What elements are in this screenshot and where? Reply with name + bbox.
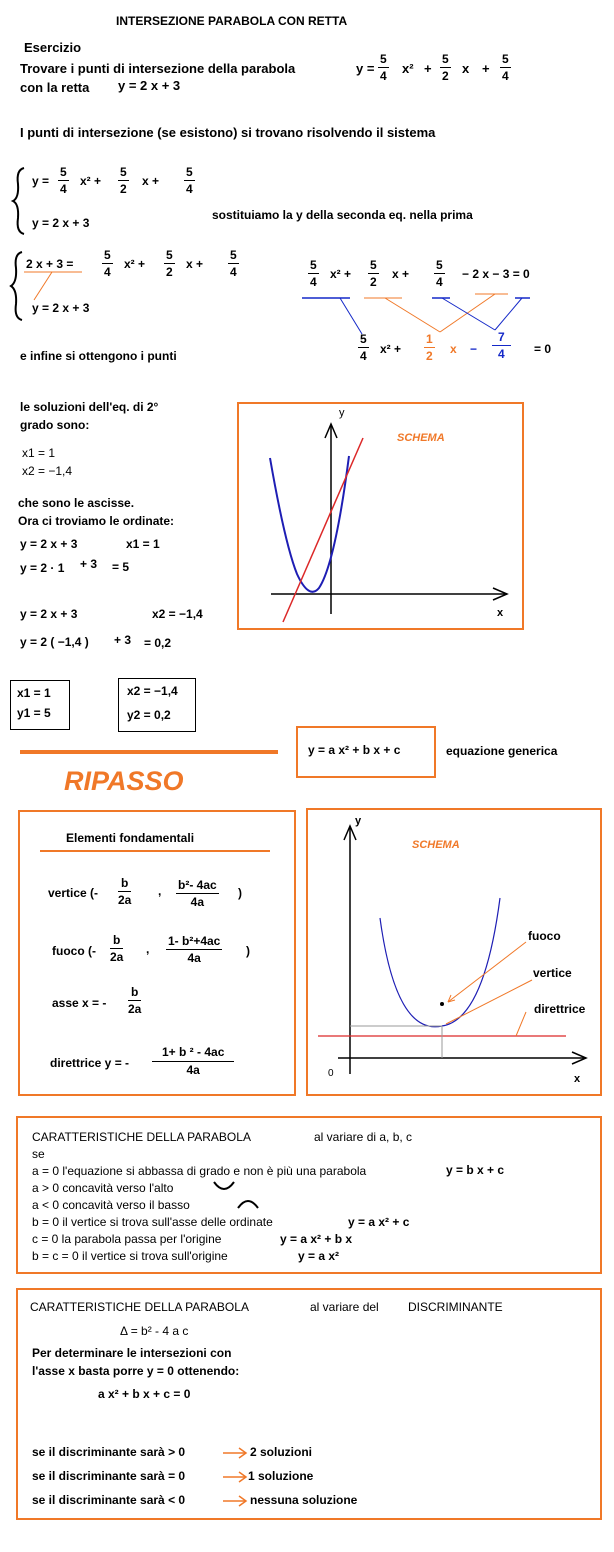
x-axis-label: x xyxy=(574,1073,581,1085)
elements-heading: Elementi fondamentali xyxy=(66,831,195,845)
ordinate-calc-2: y = 2 ( −1,4 ) xyxy=(20,635,89,649)
elements-underline xyxy=(40,850,270,852)
y-axis-label: y xyxy=(355,815,362,827)
characteristics-abc-title-2: al variare di a, b, c xyxy=(314,1130,413,1144)
fraction: $\frac{5}{2}$ xyxy=(370,258,377,289)
ripasso-title: RIPASSO xyxy=(64,766,184,796)
characteristic-line: b = c = 0 il vertice si trova sull'origine xyxy=(32,1249,228,1263)
vertice-label: vertice xyxy=(533,966,572,980)
characteristic-line: a > 0 concavità verso l'alto xyxy=(32,1181,174,1195)
fraction: $\frac{5}{4}$ xyxy=(360,332,367,363)
ordinate-plus-2: + 3 xyxy=(114,633,132,647)
arrow-right-icon xyxy=(222,1447,248,1459)
fraction: $\frac{\text{1+ b ² - 4ac}}{4a}$ xyxy=(152,1045,234,1077)
fraction: $\frac{5}{2}$ xyxy=(442,52,449,83)
arrow-right-icon xyxy=(222,1495,248,1507)
discriminant-result: 2 soluzioni xyxy=(250,1445,313,1459)
fraction: $\frac{5}{4}$ xyxy=(436,258,443,289)
fraction: $\frac{b}{2a}$ xyxy=(110,933,124,964)
ordinates-text: Ora ci troviamo le ordinate: xyxy=(18,514,175,528)
discriminant-formula: Δ = b² - 4 a c xyxy=(120,1324,189,1338)
fraction: $\frac{5}{4}$ xyxy=(60,165,67,196)
origin-label: 0 xyxy=(328,1068,334,1079)
fraction: $\frac{5}{2}$ xyxy=(166,248,173,279)
ordinate-x-1: x1 = 1 xyxy=(126,537,160,551)
arrow-right-icon xyxy=(222,1471,248,1483)
characteristics-abc-title: CARATTERISTICHE DELLA PARABOLA xyxy=(32,1130,251,1144)
exercise-text-2: con la retta xyxy=(20,80,90,95)
discriminant-case: se il discriminante sarà < 0 xyxy=(32,1493,186,1507)
characteristics-delta-box xyxy=(16,1288,602,1520)
fuoco-label: fuoco xyxy=(528,929,561,943)
fraction: $\frac{\text{b²- 4ac}}{4a}$ xyxy=(178,878,217,909)
concave-up-icon xyxy=(212,1180,236,1194)
discriminant-case: se il discriminante sarà = 0 xyxy=(32,1469,186,1483)
substitution-arrow xyxy=(22,268,112,304)
fraction: $\frac{5}{4}$ xyxy=(380,52,387,83)
quadratic-equation: a x² + b x + c = 0 xyxy=(98,1387,191,1401)
fraction: $\frac{5}{4}$ xyxy=(104,248,111,279)
exercise-heading: Esercizio xyxy=(24,40,82,55)
ordinate-x-2: x2 = −1,4 xyxy=(152,607,203,621)
result-box-2: x2 = −1,4 y2 = 0,2 xyxy=(118,678,196,732)
exercise-text: Trovare i punti di intersezione della parabola xyxy=(20,61,296,76)
parabola-elements-graph xyxy=(308,810,600,1094)
fraction: $\frac{7}{4}$ xyxy=(492,330,511,361)
line-equation: y = 2 x + 3 xyxy=(118,78,181,93)
discriminant-case: se il discriminante sarà > 0 xyxy=(32,1445,186,1459)
ordinate-eq-2: y = 2 x + 3 xyxy=(20,607,78,621)
fraction: $\frac{5}{4}$ xyxy=(502,52,509,83)
abscissae-text: che sono le ascisse. xyxy=(18,496,135,510)
generic-equation-box: y = a x² + b x + c xyxy=(296,726,436,778)
ordinate-eq-1: y = 2 x + 3 xyxy=(20,537,78,551)
fraction: $\frac{b}{2a}$ xyxy=(128,985,142,1016)
generic-label: equazione generica xyxy=(446,744,558,758)
characteristic-line: a = 0 l'equazione si abbassa di grado e non è più una parabola xyxy=(32,1164,367,1178)
ordinate-result-1: = 5 xyxy=(112,560,130,574)
solution-x2: x2 = −1,4 xyxy=(22,464,73,478)
ordinate-result-2: = 0,2 xyxy=(144,636,172,650)
intersection-graph xyxy=(239,404,522,628)
y-axis-label: y xyxy=(339,407,345,419)
fraction: $\frac{5}{2}$ xyxy=(120,165,127,196)
ordinate-plus-1: + 3 xyxy=(80,557,98,571)
fraction: $\frac{\text{1- b²+4ac}}{4a}$ xyxy=(168,934,221,965)
fraction: $\frac{b}{2a}$ xyxy=(118,876,132,907)
fraction: $\frac{5}{4}$ xyxy=(186,165,193,196)
final-points-text: e infine si ottengono i punti xyxy=(20,349,177,363)
page-title: INTERSEZIONE PARABOLA CON RETTA xyxy=(116,14,348,28)
system-brace xyxy=(10,166,30,236)
divider xyxy=(20,750,278,754)
characteristics-delta-title: CARATTERISTICHE DELLA PARABOLA xyxy=(30,1300,249,1314)
result-box-1: x1 = 1 y1 = 5 xyxy=(10,680,70,730)
fraction: $\frac{5}{4}$ xyxy=(230,248,237,279)
ordinate-calc-1: y = 2 · 1 xyxy=(20,561,65,575)
characteristic-line: c = 0 la parabola passa per l'origine xyxy=(32,1232,222,1246)
intro-text: I punti di intersezione (se esistono) si trovano risolvendo il sistema xyxy=(20,125,436,140)
concave-down-icon xyxy=(236,1196,260,1210)
solutions-heading: le soluzioni dell'eq. di 2° xyxy=(20,400,159,414)
schema-label: SCHEMA xyxy=(412,839,460,851)
fraction: $\frac{5}{4}$ xyxy=(310,258,317,289)
discriminant-result: 1 soluzione xyxy=(248,1469,314,1483)
solutions-heading-2: grado sono: xyxy=(20,418,90,432)
fraction: $\frac{1}{2}$ xyxy=(426,332,433,363)
discriminant-result: nessuna soluzione xyxy=(250,1493,358,1507)
x-axis-label: x xyxy=(497,607,504,619)
direttrice-label: direttrice xyxy=(534,1002,586,1016)
schema-label: SCHEMA xyxy=(397,432,445,444)
characteristic-line: b = 0 il vertice si trova sull'asse delle ordinate xyxy=(32,1215,273,1229)
solution-x1: x1 = 1 xyxy=(22,446,56,460)
characteristic-line: a < 0 concavità verso il basso xyxy=(32,1198,190,1212)
substitute-note: sostituiamo la y della seconda eq. nella prima xyxy=(212,208,473,222)
